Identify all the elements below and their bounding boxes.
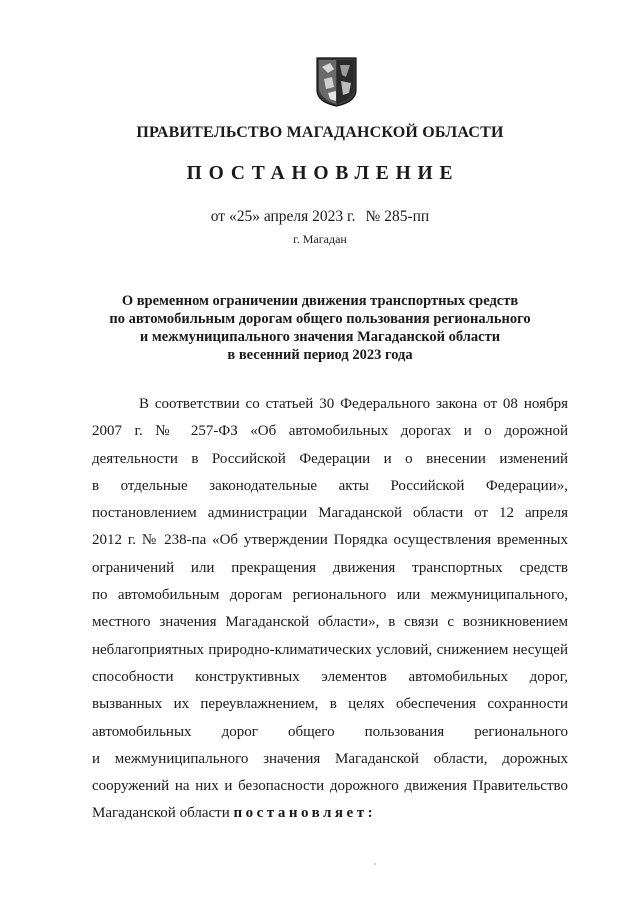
date-and-number xyxy=(0,208,640,226)
body-line: неблагоприятных природно-климатических условий, снижением несущей xyxy=(92,641,568,658)
title-line: О временном ограничении движения транспортных средств xyxy=(121,293,519,309)
body-line: деятельности в Российской Федерации и о внесении изменений xyxy=(92,450,568,467)
body-line: 2007 г. № 257-ФЗ «Об автомобильных дорогах и о дорожной xyxy=(92,423,568,440)
body-line: способности конструктивных элементов автомобильных дорог, xyxy=(92,668,568,685)
body-line: 2012 г. № 238-па «Об утверждении Порядка осуществления временных xyxy=(92,532,568,549)
body-line: постановлением администрации Магаданской области от 12 апреля xyxy=(92,505,568,522)
document-title xyxy=(0,292,640,364)
title-line: и межмуниципального значения Магаданской области xyxy=(139,329,501,345)
title-line: в весенний период 2023 года xyxy=(227,347,413,363)
issuing-authority: ПРАВИТЕЛЬСТВО МАГАДАНСКОЙ ОБЛАСТИ xyxy=(136,124,504,141)
document-date: от «25» апреля 2023 г. xyxy=(210,208,356,225)
body-paragraph xyxy=(92,391,568,828)
body-line: вызванных их переувлажнением, в целях обеспечения сохранности xyxy=(92,696,568,713)
document-type: ПОСТАНОВЛЕНИЕ xyxy=(186,163,460,184)
body-line: и межмуниципального значения Магаданской области, дорожных xyxy=(92,750,568,767)
body-line: сооружений на них и безопасности дорожного движения Правительство xyxy=(92,778,568,795)
body-line xyxy=(92,800,568,827)
body-line: автомобильных дорог общего пользования регионального xyxy=(92,723,568,740)
decree-verb: постановляет: xyxy=(233,805,377,822)
body-line: В соответствии со статьей 30 Федерального закона от 08 ноября xyxy=(139,396,568,412)
coat-of-arms-icon xyxy=(316,57,357,107)
body-line: по автомобильным дорогам регионального или межмуниципального, xyxy=(92,587,568,604)
document-number: № 285-пп xyxy=(365,208,430,225)
city: г. Магадан xyxy=(293,232,347,246)
body-line: в отдельные законодательные акты Российской Федерации», xyxy=(92,477,568,494)
title-line: по автомобильным дорогам общего пользования регионального xyxy=(109,311,531,327)
body-line: местного значения Магаданской области», в связи с возникновением xyxy=(92,614,568,631)
body-line: ограничений или прекращения движения транспортных средств xyxy=(92,559,568,576)
body-last-text: Магаданской области xyxy=(92,805,230,822)
scan-speck xyxy=(374,863,376,865)
